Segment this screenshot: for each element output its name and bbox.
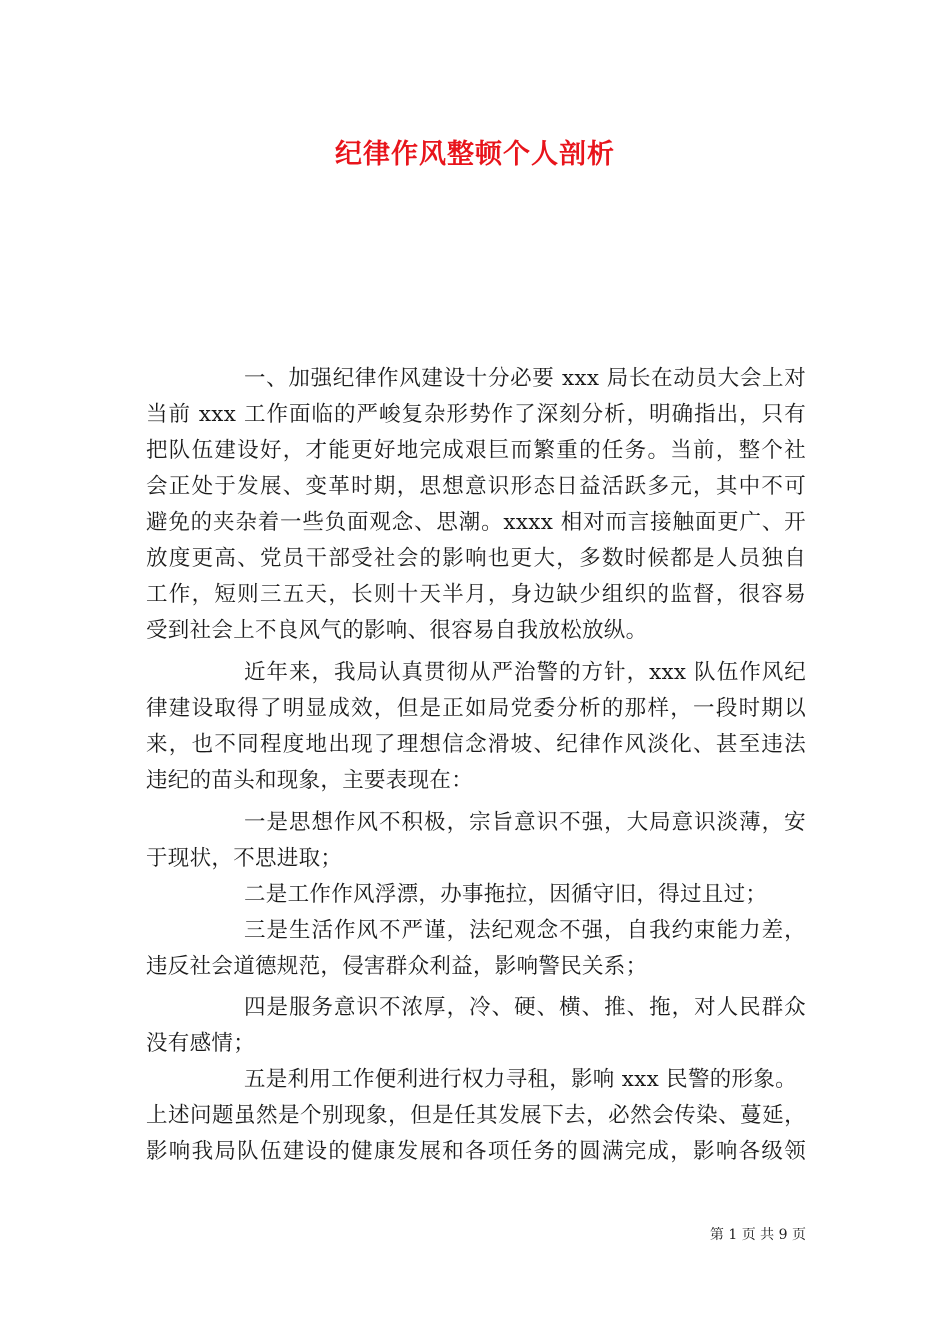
- body-line: 会正处于发展、变革时期，思想意识形态日益活跃多元，其中不可: [146, 474, 806, 499]
- body-line: 一、加强纪律作风建设十分必要 xxx 局长在动员大会上对: [244, 366, 806, 391]
- page-number: 第 1 页 共 9 页: [709, 1227, 806, 1243]
- body-line: 把队伍建设好，才能更好地完成艰巨而繁重的任务。当前，整个社: [146, 438, 806, 463]
- body-line: 律建设取得了明显成效，但是正如局党委分析的那样，一段时期以: [146, 696, 806, 721]
- body-line: 违反社会道德规范，侵害群众利益，影响警民关系；: [146, 954, 648, 979]
- body-line: 影响我局队伍建设的健康发展和各项任务的圆满完成，影响各级领: [146, 1139, 806, 1164]
- body-line: 没有感情；: [146, 1031, 256, 1056]
- body-line: 于现状，不思进取；: [146, 846, 343, 871]
- body-line: 受到社会上不良风气的影响、很容易自我放松放纵。: [146, 618, 648, 643]
- body-line: 工作，短则三五天，长则十天半月，身边缺少组织的监督，很容易: [146, 582, 806, 607]
- body-line: 避免的夹杂着一些负面观念、思潮。xxxx 相对而言接触面更广、开: [146, 510, 806, 535]
- body-line: 一是思想作风不积极，宗旨意识不强，大局意识淡薄，安: [244, 810, 806, 835]
- body-line: 近年来，我局认真贯彻从严治警的方针，xxx 队伍作风纪: [244, 660, 806, 685]
- body-line: 上述问题虽然是个别现象，但是任其发展下去，必然会传染、蔓延，: [146, 1103, 806, 1128]
- document-title: 纪律作风整顿个人剖析: [335, 139, 615, 170]
- body-line: 五是利用工作便利进行权力寻租，影响 xxx 民警的形象。: [244, 1067, 797, 1092]
- body-line: 四是服务意识不浓厚，冷、硬、横、推、拖，对人民群众: [244, 995, 806, 1020]
- body-line: 二是工作作风浮漂，办事拖拉，因循守旧，得过且过；: [244, 882, 768, 907]
- body-line: 来，也不同程度地出现了理想信念滑坡、纪律作风淡化、甚至违法: [146, 732, 806, 757]
- body-line: 违纪的苗头和现象，主要表现在：: [146, 768, 474, 793]
- body-line: 当前 xxx 工作面临的严峻复杂形势作了深刻分析，明确指出，只有: [146, 402, 806, 427]
- body-line: 三是生活作风不严谨，法纪观念不强，自我约束能力差，: [244, 918, 806, 943]
- body-line: 放度更高、党员干部受社会的影响也更大，多数时候都是人员独自: [146, 546, 806, 571]
